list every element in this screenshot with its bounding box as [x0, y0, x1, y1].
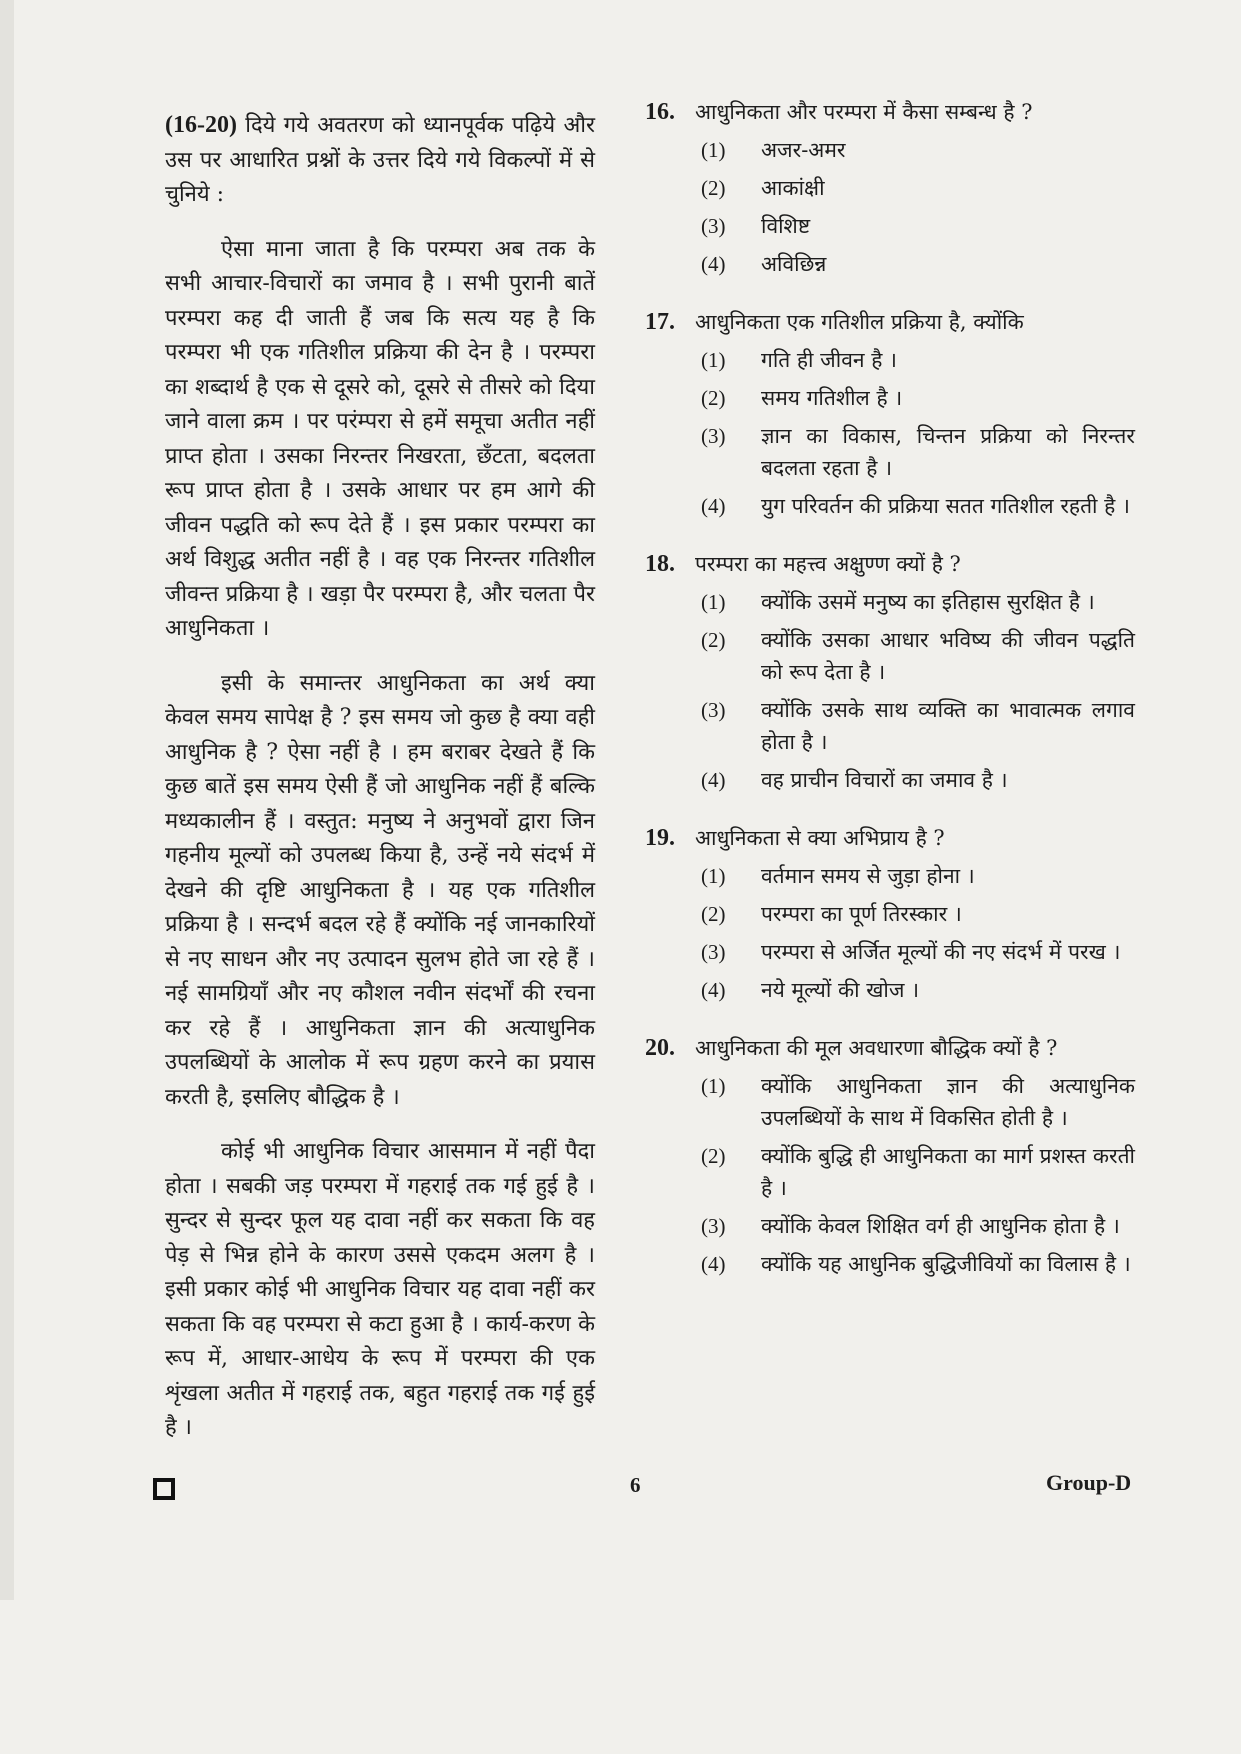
option [701, 1248, 1135, 1280]
option-number: (3) [701, 698, 726, 722]
question-text: आधुनिकता की मूल अवधारणा बौद्धिक क्यों है ? [695, 1036, 1058, 1060]
group-label: Group-D [1046, 1470, 1132, 1495]
option-text: आकांक्षी [761, 176, 825, 200]
question-number: 18. [645, 551, 675, 577]
option-number: (4) [701, 1252, 726, 1276]
option [701, 420, 1135, 484]
option-text: क्योंकि यह आधुनिक बुद्धिजीवियों का विलास है । [761, 1252, 1131, 1276]
question-number: 17. [645, 309, 675, 335]
option [701, 1210, 1135, 1242]
question-17 [645, 306, 1135, 522]
option-text: परम्परा का पूर्ण तिरस्कार । [761, 902, 962, 926]
option [701, 764, 1135, 796]
option-text: वह प्राचीन विचारों का जमाव है । [761, 768, 1008, 792]
question-number: 16. [645, 99, 675, 125]
option-number: (3) [701, 940, 726, 964]
option [701, 860, 1135, 892]
option [701, 898, 1135, 930]
option-text: ज्ञान का विकास, चिन्तन प्रक्रिया को निरन्तर बदलता रहता है । [761, 424, 1135, 480]
option-number: (4) [701, 252, 726, 276]
option-text: क्योंकि बुद्धि ही आधुनिकता का मार्ग प्रशस्त करती है । [761, 1144, 1135, 1200]
option [701, 172, 1135, 204]
option-number: (1) [701, 348, 726, 372]
option-text: क्योंकि केवल शिक्षित वर्ग ही आधुनिक होता है । [761, 1214, 1120, 1238]
option-text: युग परिवर्तन की प्रक्रिया सतत गतिशील रहती है । [761, 494, 1130, 518]
option-number: (1) [701, 138, 726, 162]
option [701, 1070, 1135, 1134]
square-marker-icon [153, 1478, 175, 1500]
option-text: क्योंकि उसका आधार भविष्य की जीवन पद्धति को रूप देता है । [761, 628, 1135, 684]
passage-range: (16-20) [165, 112, 237, 138]
option [701, 490, 1135, 522]
passage-column [165, 108, 595, 1446]
option [701, 344, 1135, 376]
option-number: (1) [701, 1074, 726, 1098]
option-number: (2) [701, 1144, 726, 1168]
option-number: (4) [701, 978, 726, 1002]
option-number: (4) [701, 768, 726, 792]
question-19 [645, 822, 1135, 1006]
question-number: 19. [645, 825, 675, 851]
option [701, 134, 1135, 166]
question-16 [645, 96, 1135, 280]
passage-paragraph: इसी के समान्तर आधुनिकता का अर्थ क्या केवल समय सापेक्ष है ? इस समय जो कुछ है क्या वही आधुनिक है ? ऐसा नहीं है । हम बराबर देखते हैं कि कुछ बातें इस समय ऐसी हैं जो आधुनिक नहीं हैं बल्कि मध्यकालीन हैं । वस्तुत: मनुष्य ने अनुभवों द्वारा जिन गहनीय मूल्यों को उपलब्ध किया है, उन्हें नये संदर्भ में देखने की दृष्टि आधुनिकता है । यह एक गतिशील प्रक्रिया है । सन्दर्भ बदल रहे हैं क्योंकि नई जानकारियों से नए साधन और नए उत्पादन सुलभ होते जा रहे हैं । नई सामग्रियाँ और नए कौशल नवीन संदर्भों की रचना कर रहे हैं । आधुनिकता ज्ञान की अत्याधुनिक उपलब्धियों के आलोक में रूप ग्रहण करने का प्रयास करती है, इसलिए बौद्धिक है । [165, 670, 595, 1110]
option [701, 1140, 1135, 1204]
option-number: (2) [701, 902, 726, 926]
option-text: अविछिन्न [761, 252, 827, 276]
option [701, 248, 1135, 280]
option [701, 694, 1135, 758]
option-text: गति ही जीवन है । [761, 348, 897, 372]
question-18 [645, 548, 1135, 796]
option-text: क्योंकि उसमें मनुष्य का इतिहास सुरक्षित है । [761, 590, 1095, 614]
option-text: समय गतिशील है । [761, 386, 903, 410]
option-number: (3) [701, 1214, 726, 1238]
option [701, 624, 1135, 688]
question-text: परम्परा का महत्त्व अक्षुण्ण क्यों है ? [695, 552, 961, 576]
question-number: 20. [645, 1035, 675, 1061]
option-number: (4) [701, 494, 726, 518]
page-number: 6 [630, 1473, 641, 1497]
option-number: (3) [701, 424, 726, 448]
option-number: (2) [701, 386, 726, 410]
scan-edge [0, 0, 14, 1600]
option-number: (2) [701, 176, 726, 200]
option [701, 586, 1135, 618]
option [701, 936, 1135, 968]
option [701, 382, 1135, 414]
option-text: क्योंकि आधुनिकता ज्ञान की अत्याधुनिक उपलब्धियों के साथ में विकसित होती है । [761, 1074, 1135, 1130]
option-text: वर्तमान समय से जुड़ा होना । [761, 864, 975, 888]
option-text: क्योंकि उसके साथ व्यक्ति का भावात्मक लगाव होता है । [761, 698, 1135, 754]
option-number: (1) [701, 864, 726, 888]
question-text: आधुनिकता से क्या अभिप्राय है ? [695, 826, 945, 850]
question-20 [645, 1032, 1135, 1280]
option-number: (3) [701, 214, 726, 238]
option-text: विशिष्ट [761, 214, 811, 238]
option-number: (2) [701, 628, 726, 652]
passage-paragraph: कोई भी आधुनिक विचार आसमान में नहीं पैदा होता । सबकी जड़ परम्परा में गहराई तक गई हुई है । सुन्दर से सुन्दर फूल यह दावा नहीं कर सकता कि वह पेड़ से भिन्न होने के कारण उससे एकदम अलग है । इसी प्रकार कोई भी आधुनिक विचार यह दावा नहीं कर सकता कि वह परम्परा से कटा हुआ है । कार्य-करण के रूप में, आधार-आधेय के रूप में परम्परा की एक शृंखला अतीत में गहराई तक, बहुत गहराई तक गई हुई है । [165, 1139, 595, 1440]
option [701, 210, 1135, 242]
passage-paragraph: ऐसा माना जाता है कि परम्परा अब तक के सभी आचार-विचारों का जमाव है । सभी पुरानी बातें परम्परा कह दी जाती हैं जब कि सत्य यह है कि परम्परा भी एक गतिशील प्रक्रिया की देन है । परम्परा का शब्दार्थ है एक से दूसरे को, दूसरे से तीसरे को दिया जाने वाला क्रम । पर परंम्परा से हमें समूचा अतीत नहीं प्राप्त होता । उसका निरन्तर निखरता, छँटता, बदलता रूप प्राप्त होता है । उसके आधार पर हम आगे की जीवन पद्धति को रूप देते हैं । इस प्रकार परम्परा का अर्थ विशुद्ध अतीत नहीं है । वह एक निरन्तर गतिशील जीवन्त प्रक्रिया है । खड़ा पैर परम्परा है, और चलता पैर आधुनिकता । [165, 236, 595, 641]
questions-column [645, 96, 1135, 1306]
option-number: (1) [701, 590, 726, 614]
option-text: नये मूल्यों की खोज । [761, 978, 920, 1002]
question-text: आधुनिकता और परम्परा में कैसा सम्बन्ध है ? [695, 100, 1033, 124]
passage-instruction: दिये गये अवतरण को ध्यानपूर्वक पढ़िये और उस पर आधारित प्रश्नों के उत्तर दिये गये विकल्पों में से चुनिये : [165, 113, 595, 207]
option [701, 974, 1135, 1006]
option-text: अजर-अमर [761, 138, 846, 162]
option-text: परम्परा से अर्जित मूल्यों की नए संदर्भ में परख । [761, 940, 1121, 964]
question-text: आधुनिकता एक गतिशील प्रक्रिया है, क्योंकि [695, 310, 1024, 334]
passage-intro [165, 108, 595, 213]
